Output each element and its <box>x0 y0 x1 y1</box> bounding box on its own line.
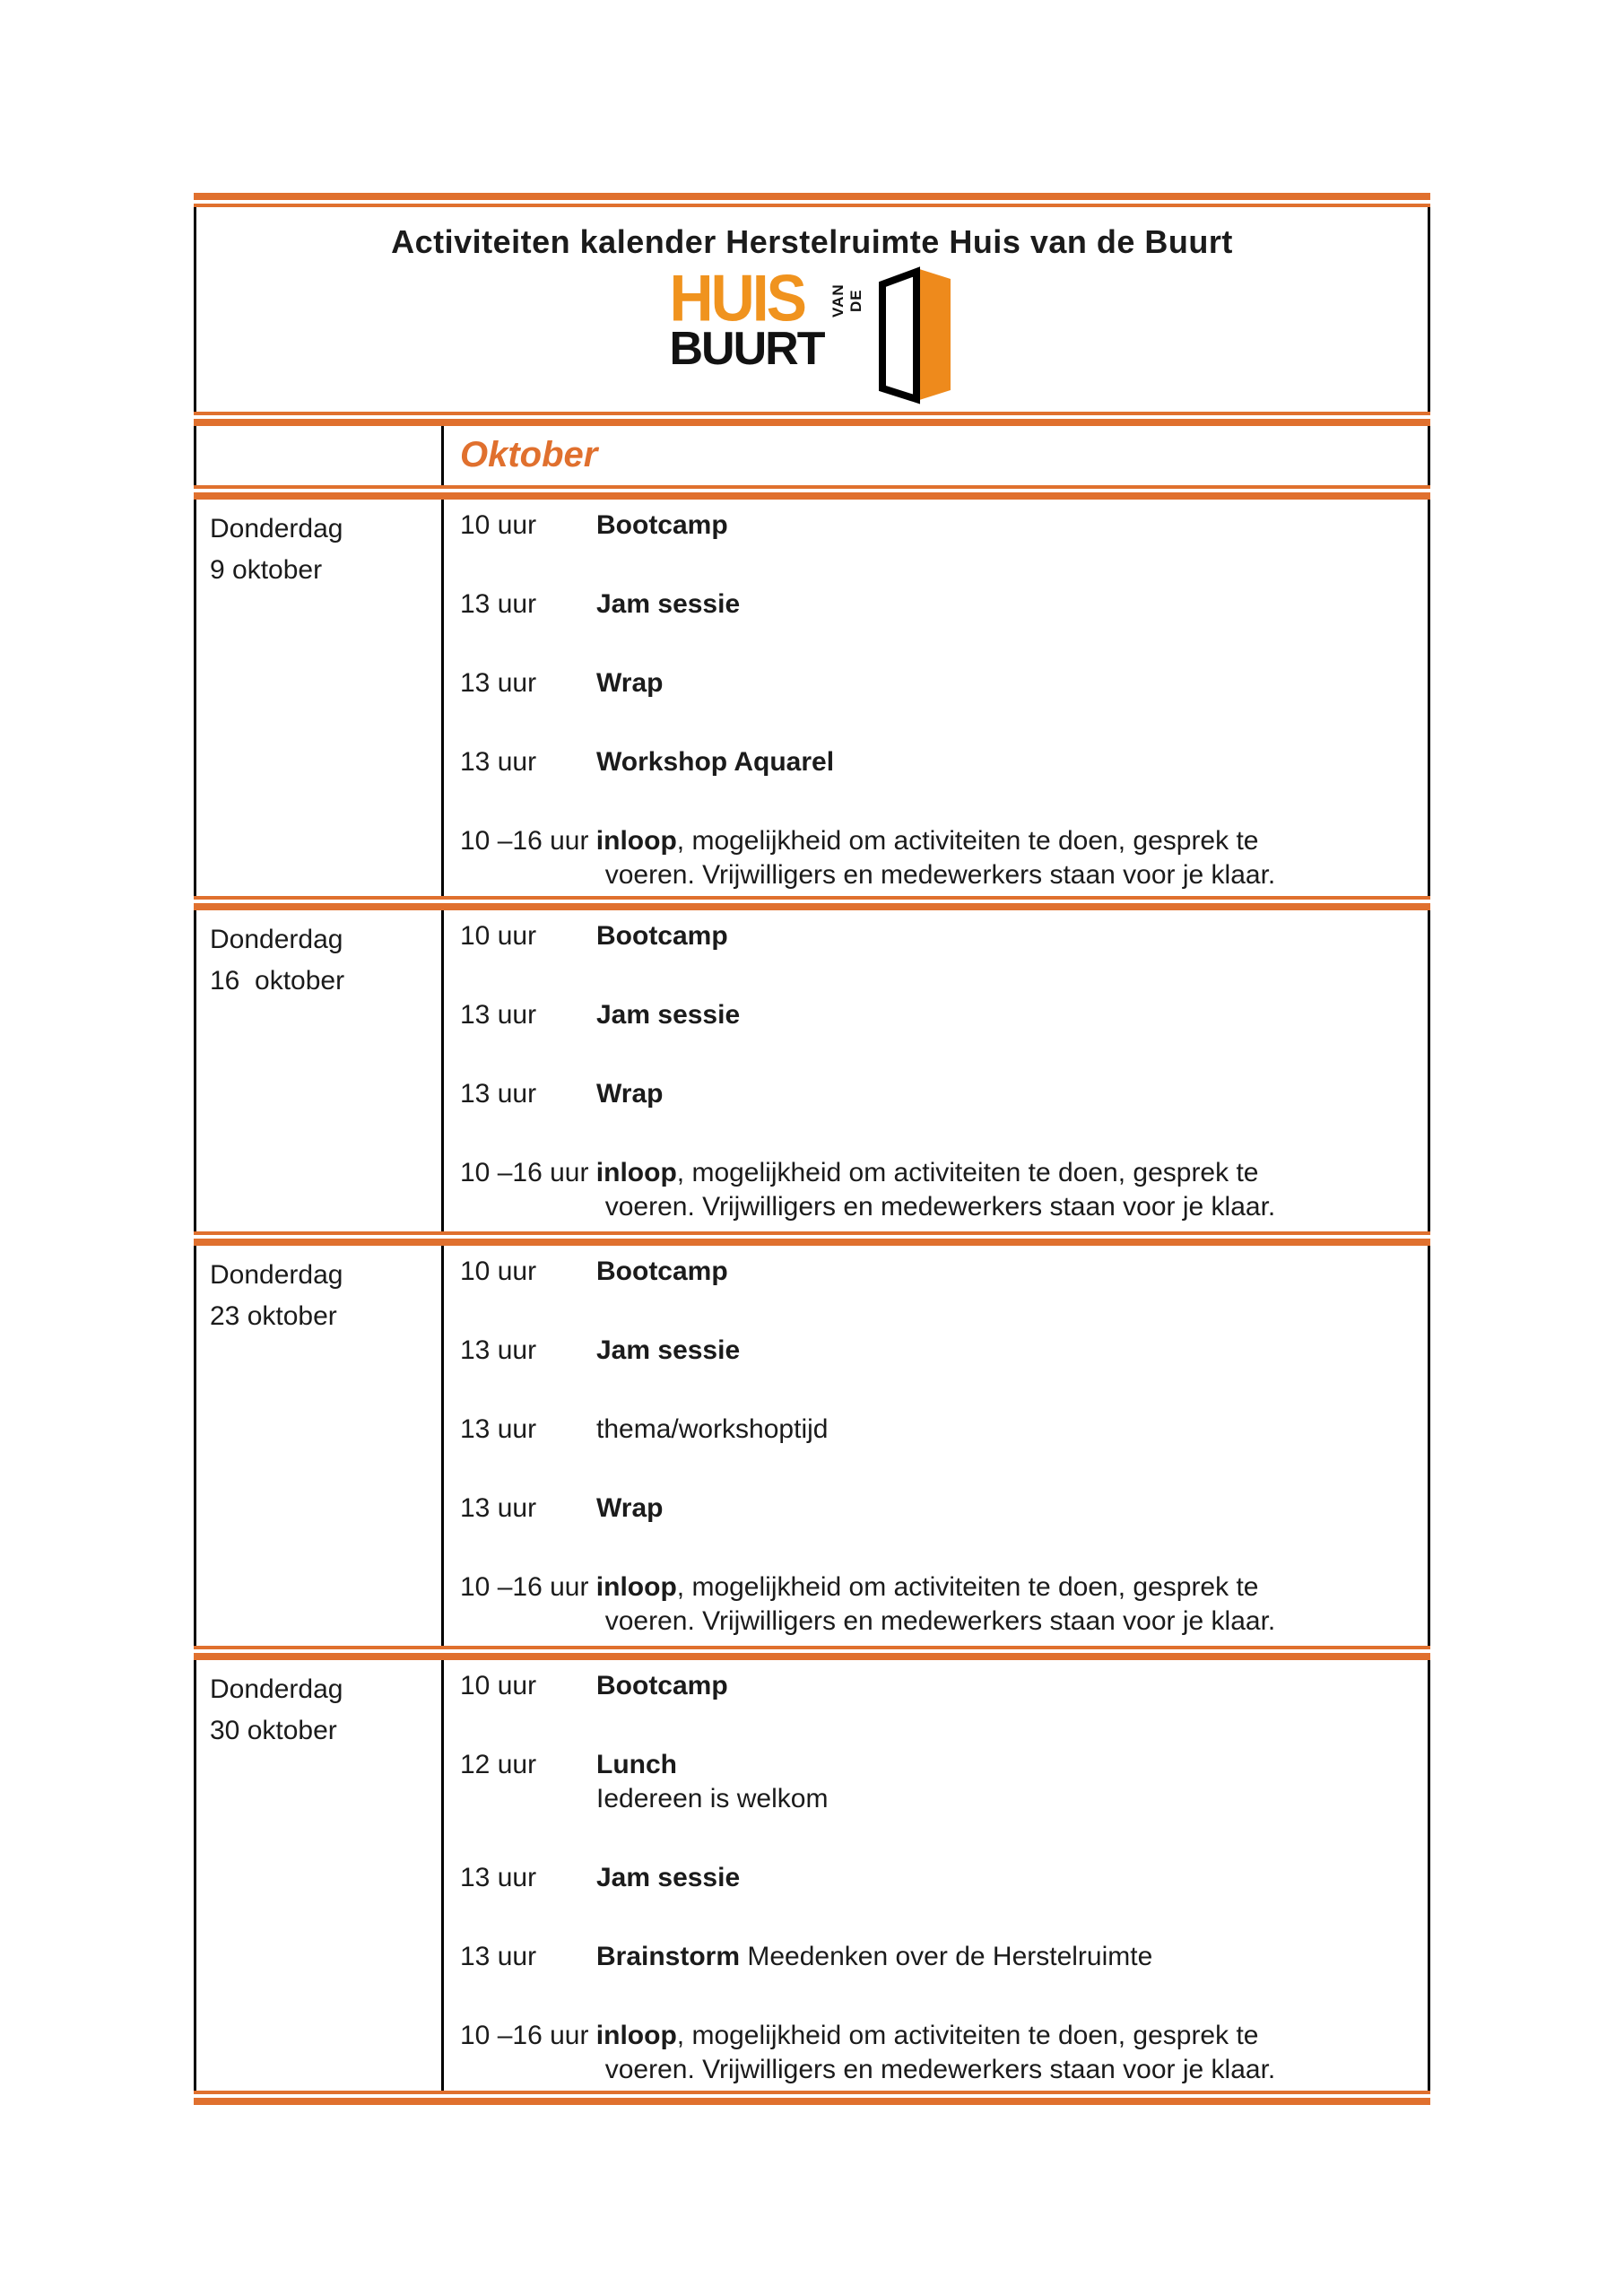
inloop-note <box>460 824 1420 892</box>
activity-time: 13 uur <box>460 1863 537 1892</box>
top-border-line <box>194 193 1430 207</box>
inloop-line2: voeren. Vrijwilligers en medewerkers staan voor je klaar. <box>604 2055 1276 2084</box>
activity-name: Wrap <box>596 1079 664 1109</box>
activity-entry <box>460 1334 1420 1368</box>
month-row-empty-cell <box>196 426 444 485</box>
activities-cell <box>444 500 1428 896</box>
table-row <box>194 500 1430 896</box>
activity-name: Brainstorm <box>596 1942 741 1971</box>
open-door-icon <box>872 265 954 406</box>
activities-cell <box>444 910 1428 1231</box>
activity-name: Lunch <box>596 1750 677 1779</box>
activity-entry <box>460 587 1420 622</box>
activity-entry <box>460 666 1420 700</box>
activity-entry <box>460 1492 1420 1526</box>
inloop-note <box>460 1156 1420 1224</box>
activity-time: 13 uur <box>460 1414 537 1444</box>
inloop-line2: voeren. Vrijwilligers en medewerkers staan voor je klaar. <box>604 860 1276 890</box>
page-title: Activiteiten kalender Herstelruimte Huis van de Buurt <box>391 223 1233 260</box>
activity-name: Jam sessie <box>596 1000 741 1030</box>
date-cell <box>196 910 444 1231</box>
date-cell <box>196 1246 444 1646</box>
activity-name: Bootcamp <box>596 510 728 540</box>
separator-line <box>194 1231 1430 1246</box>
activity-time: 13 uur <box>460 668 537 698</box>
activity-time: 10 uur <box>460 921 537 951</box>
month-label: Oktober <box>460 435 598 474</box>
date-label: 23 oktober <box>210 1301 337 1331</box>
activity-entry <box>460 1861 1420 1895</box>
date-label: 30 oktober <box>210 1716 337 1745</box>
inloop-note <box>460 1570 1420 1639</box>
inloop-line2: voeren. Vrijwilligers en medewerkers staan voor je klaar. <box>604 1192 1276 1222</box>
activity-entry <box>460 1940 1420 1974</box>
activity-entry <box>460 1255 1420 1289</box>
activity-name: Wrap <box>596 1493 664 1523</box>
activity-name: Wrap <box>596 668 664 698</box>
day-label: Donderdag <box>210 1674 343 1704</box>
activity-time: 13 uur <box>460 589 537 619</box>
activity-name: Bootcamp <box>596 921 728 951</box>
activity-entry <box>460 745 1420 779</box>
activity-name: Workshop Aquarel <box>596 747 835 777</box>
activity-time: 10 uur <box>460 1257 537 1286</box>
logo-word-buurt: BUURT <box>669 322 824 375</box>
activity-time: 13 uur <box>460 1335 537 1365</box>
activity-entry <box>460 1077 1420 1111</box>
logo-word-van-de: VAN DE <box>829 283 865 317</box>
date-cell <box>196 1660 444 2091</box>
separator-line <box>194 412 1430 426</box>
activity-time: 12 uur <box>460 1750 537 1779</box>
date-label: 16 oktober <box>210 966 345 996</box>
activity-time: 10 uur <box>460 1671 537 1700</box>
activity-time: 13 uur <box>460 747 537 777</box>
activity-name: Jam sessie <box>596 589 741 619</box>
day-label: Donderdag <box>210 1260 343 1290</box>
inloop-line1: 10 –16 uur inloop, mogelijkheid om activiteiten te doen, gesprek te <box>460 2021 1259 2050</box>
date-label: 9 oktober <box>210 555 323 585</box>
activity-time: 13 uur <box>460 1079 537 1109</box>
activities-cell <box>444 1246 1428 1646</box>
day-label: Donderdag <box>210 925 343 954</box>
activity-entry <box>460 1669 1420 1703</box>
activities-cell <box>444 1660 1428 2091</box>
activity-name: Jam sessie <box>596 1335 741 1365</box>
table-row <box>194 1246 1430 1646</box>
activity-time: 13 uur <box>460 1942 537 1971</box>
activity-entry <box>460 919 1420 953</box>
logo-wordmark <box>669 261 824 375</box>
activity-calendar-table <box>194 193 1430 2105</box>
date-cell <box>196 500 444 896</box>
day-label: Donderdag <box>210 514 343 544</box>
table-row <box>194 910 1430 1231</box>
activity-time: 13 uur <box>460 1000 537 1030</box>
huis-van-de-buurt-logo <box>196 261 1428 406</box>
document-header <box>194 207 1430 412</box>
activity-suffix: Meedenken over de Herstelruimte <box>740 1942 1153 1971</box>
inloop-note <box>460 2019 1420 2087</box>
activity-name: Jam sessie <box>596 1863 741 1892</box>
separator-line <box>194 896 1430 910</box>
logo-word-huis: HUIS <box>669 261 804 335</box>
activity-time: 13 uur <box>460 1493 537 1523</box>
inloop-line1: 10 –16 uur inloop, mogelijkheid om activiteiten te doen, gesprek te <box>460 826 1259 856</box>
bottom-border-line <box>194 2091 1430 2105</box>
inloop-line1: 10 –16 uur inloop, mogelijkheid om activiteiten te doen, gesprek te <box>460 1572 1259 1602</box>
activity-time: 10 uur <box>460 510 537 540</box>
month-header-row <box>194 426 1430 485</box>
activity-entry <box>460 998 1420 1032</box>
activity-entry <box>460 1413 1420 1447</box>
table-row <box>194 1660 1430 2091</box>
activity-subtext: Iedereen is welkom <box>596 1784 829 1813</box>
activity-name: thema/workshoptijd <box>596 1414 829 1444</box>
inloop-line1: 10 –16 uur inloop, mogelijkheid om activiteiten te doen, gesprek te <box>460 1158 1259 1187</box>
activity-entry <box>460 1748 1420 1816</box>
separator-line <box>194 1646 1430 1660</box>
separator-line <box>194 485 1430 500</box>
inloop-line2: voeren. Vrijwilligers en medewerkers staan voor je klaar. <box>604 1606 1276 1636</box>
activity-name: Bootcamp <box>596 1257 728 1286</box>
activity-entry <box>460 509 1420 543</box>
activity-name: Bootcamp <box>596 1671 728 1700</box>
